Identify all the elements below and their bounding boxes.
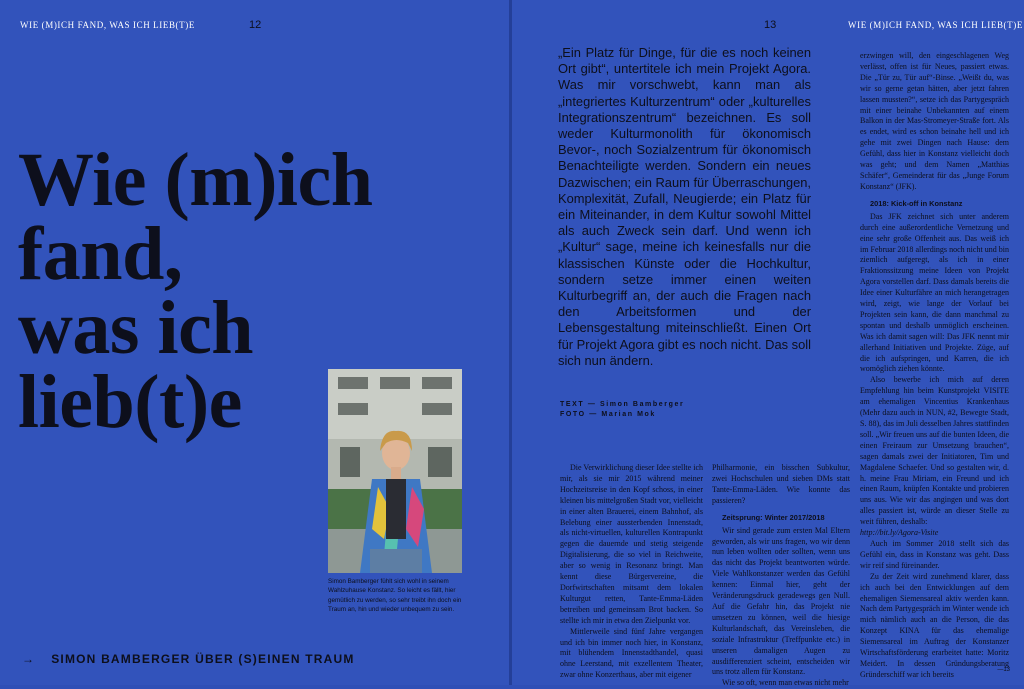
portrait-illustration	[328, 369, 462, 573]
body-paragraph: Wie so oft, wenn man etwas nicht mehr	[722, 678, 849, 688]
credits	[560, 400, 684, 420]
body-column-1	[560, 463, 703, 681]
body-paragraph: Also bewerbe ich mich auf deren Empfehlung hin beim Kunstprojekt VISITE am ehemaligen Vincentius Krankenhaus (Mehr dazu auch in NUN, #2, Bewegte Stadt, S. 88), das im Juli desselben Jahres stattfinden soll. „Wir freuen uns auf die bunten Ideen, die einen Freiraum zur Umsetzung brauchen“, sagen damals zwei der Initiatoren, Tim und Magdalene Schaefer. Und so gestalten wir, d. h. meine Frau Miriam, ein Freund und ich einen Raum, knüpfen Kontakte und probieren uns aus. Wie wir das angingen und was dort alles passiert ist, würde an dieser Stelle zu weit führen, deshalb:	[860, 375, 1009, 527]
subheading-zeitsprung: Zeitsprung: Winter 2017/2018	[722, 512, 825, 522]
headline-line-4: lieb(t)e	[18, 360, 242, 444]
headline-line-3: was ich	[18, 286, 254, 370]
body-paragraph: Mittlerweile sind fünf Jahre vergangen und ich bin immer noch hier, in Konstanz, mit blühendem Innenstadthandel, quasi ohne Leerstand, mit exzellentem Theater, zwar ohne Konzerthaus, aber mit eigener	[560, 626, 703, 680]
body-column-2	[712, 463, 850, 689]
portrait-photo	[328, 369, 462, 573]
intro-paragraph	[558, 45, 811, 369]
running-head-right: WIE (M)ICH FAND, WAS ICH LIEB(T)E	[848, 20, 1023, 30]
page-number-left: 12	[249, 19, 262, 31]
running-head-left: WIE (M)ICH FAND, WAS ICH LIEB(T)E	[20, 20, 195, 30]
teaser-line	[22, 652, 355, 666]
intro-text: „Ein Platz für Dinge, für die es noch keinen Ort gibt“, untertitele ich mein Projekt Agora. Was mir vorschwebt, kann man als „integriertes Kulturzentrum“ oder „kulturelles Integrationszentrum“ bezeichnen. Es soll weder Kulturmonolith für ökonomisch Bevor-, noch Sozialzentrum für ökonomisch Benachteiligte werden. Sondern ein neues Dazwischen; ein Raum für Überraschungen, Komplexität, Zufall, Neugierde; ein Platz für ein Miteinander, in dem Kultur sowohl Mittel als auch Zweck sein darf. Und wenn ich „Kultur“ sage, meine ich keinesfalls nur die klassischen Künste oder die Hochkultur, sondern setze immer einen weiten Kulturbegriff an, der auch die Fragen nach den Arbeitsformen und der Lebensgestaltung miteinschließt. Einen Ort für Projekt Agora gibt es noch nicht. Das soll sich nun ändern.	[558, 45, 811, 368]
page-number-right: 13	[764, 19, 777, 31]
agora-visite-link[interactable]: http://bit.ly/Agora-Visite	[860, 528, 939, 538]
body-paragraph: Auch im Sommer 2018 stellt sich das Gefühl ein, dass in Konstanz was geht. Dass wir reif sind füreinander.	[860, 538, 1009, 570]
body-paragraph: Zu der Zeit wird zunehmend klarer, dass ich auch bei den Entwicklungen auf dem ehemaligen Siemensareal aktiv werden kann. Nach dem Partygespräch im Winter wende ich mich nämlich auch an die Person, die das Konzept KINA für das ehemalige Siemensareal im Auftrag der Konstanzer Wirtschaftsförderung erarbeitet hatte: Moritz Meidert. In dessen Gründungsberatung Gründerschiff war ich bereits	[860, 571, 1009, 679]
headline-line-2: fand,	[18, 212, 183, 296]
body-paragraph: Philharmonie, ein bisschen Subkultur, zwei Hochschulen und sieben DMs statt Tante-Emma-Läden. Wie konnte das passieren?	[712, 463, 850, 505]
body-column-3	[860, 51, 1009, 681]
body-paragraph: erzwingen will, den eingeschlagenen Weg verlässt, offen ist für Neues, passiert etwas. Die „Tür zu, Tür auf“-Binse. „Weißt du, was wir so gerne getan hätten, aber jetzt fahren lassen mussten?“, setze ich das Partygespräch mit einer beinahe Unbekannten auf einem Balkon in der Mas-Stromeyer-Straße fort. Als es endet, wird es schon beinahe hell und ich gehe mit zwei Dingen nach Hause: dem Gefühl, dass hier in Konstanz vielleicht doch was geht; und dem Namen „Matthias Schäfer“, Gemeinderat für das „Junge Forum Konstanz“ (JFK).	[860, 51, 1009, 191]
photo-caption: Simon Bamberger fühlt sich wohl in seinem Wahlzuhause Konstanz. So leicht es fällt, hier gemütlich zu werden, so sehr treibt ihn doch ein Traum an, hin und wieder unbequem zu sein.	[328, 578, 462, 614]
credit-text: TEXT — Simon Bamberger	[560, 401, 685, 408]
headline-line-1: Wie (m)ich	[18, 138, 373, 222]
arrow-right-icon: →	[22, 652, 36, 666]
left-page	[0, 0, 510, 685]
body-paragraph: Das JFK zeichnet sich unter anderem durch eine außerordentliche Vernetzung und eine sehr große Offenheit aus. Das weiß ich im Februar 2018 allerdings noch nicht und bin ziemlich aufgeregt, als ich in einer Fraktionssitzung meine Ideen von Projekt Agora vorstellen darf. Dass damals bereits die Idee einer Kulturfähre an mich herangetragen wird, zeigt, wie lange der Vorlauf bei Projekten sein kann, die dann manchmal zu spontan und deshalb unmöglich erscheinen. Was ich damit sagen will: Das JFK nennt mir allerhand Initiativen und Projekte. Züge, auf die ich aufspringen, und Karren, die ich womöglich ziehen könnte.	[860, 211, 1009, 374]
body-paragraph: Wir sind gerade zum ersten Mal Eltern geworden, als wir uns fragen, wo wir denn nun leben wollten oder sollten, wenn uns das nicht das Projekt beantworten würde. Viele Wahlkonstanzer werden das Gefühl kennen: Einmal hier, geht der Veränderungsdruck geradewegs gen Null. Auf die Gefahr hin, das Projekt nie umsetzen zu können, weil die hiesige Kulturlandschaft, das Vereinsleben, die soziale Infrastruktur (Treffpunkte etc.) in unseren damaligen Augen zu ausdifferenziert scheint, entscheiden wir uns trotz allem für Konstanz.	[712, 525, 850, 677]
teaser-text: SIMON BAMBERGER ÜBER (S)EINEN TRAUM	[51, 652, 355, 666]
subheading-kickoff: 2018: Kick-off in Konstanz	[870, 198, 963, 208]
credit-photo: FOTO — Marian Mok	[560, 411, 656, 418]
body-paragraph: Die Verwirklichung dieser Idee stellte ich mir, als sie mir 2015 während meiner Hochzeitsreise in den Kopf schoss, in einer kleinen bis mittelgroßen Stadt vor, vielleicht in einer alten Brauerei, einem Bahnhof, als Belebung einer aussterbenden Innenstadt, als nicht-virtuellen, kulturellen Kontrapunkt gegen die dauernde und stetig steigende Digitalisierung, die so viel in Reichweite, aber so wenig in Resonanz bringt. Man kennt diese Bürgervereine, die Dorfwirtschaften mitsamt dem lokalen Kulturgut retten, Tante-Emma-Läden betreiben und gemeinsam Brot backen. So stellte ich mir in etwa den Zielpunkt vor.	[560, 463, 703, 625]
footer-page-mark: —13	[997, 667, 1010, 673]
headline	[18, 138, 373, 444]
